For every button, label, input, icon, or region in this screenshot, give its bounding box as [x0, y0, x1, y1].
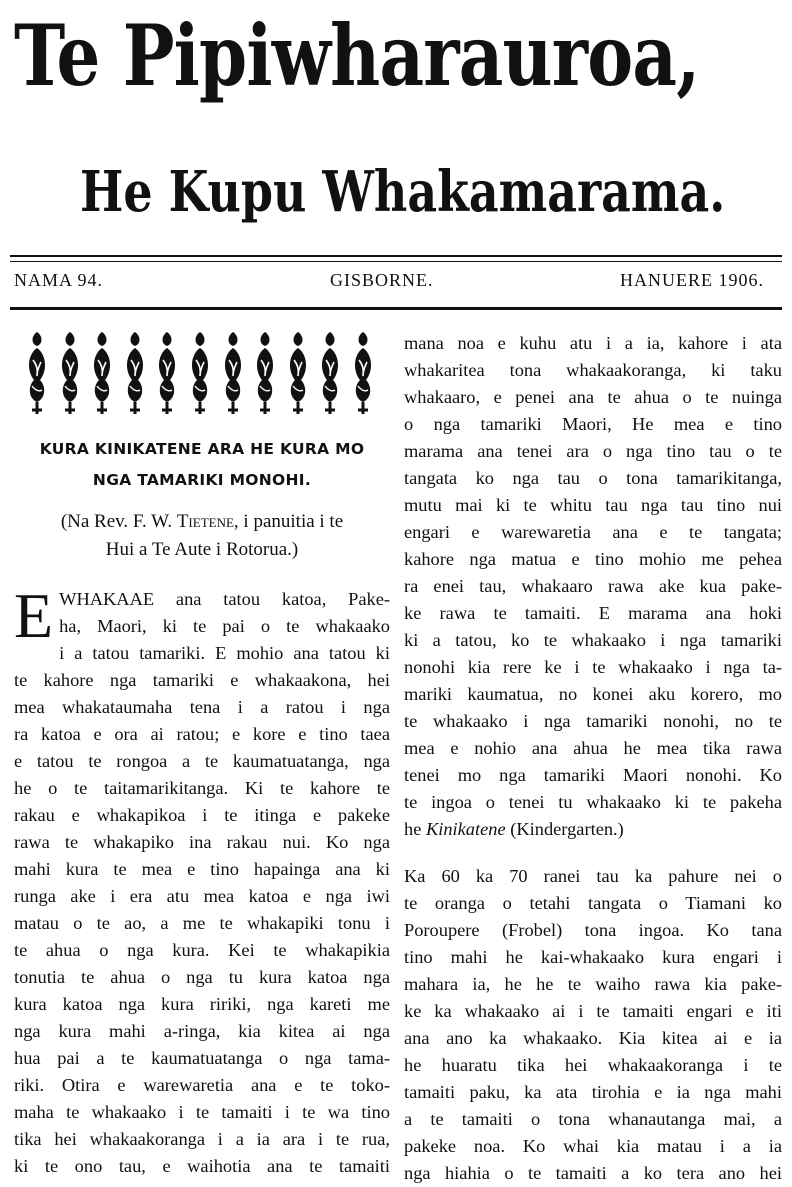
article-title-line: NGA TAMARIKI MONOHI.	[92, 471, 312, 489]
paragraph-line: mutu mai ki te whitu tau nga tau tino nui	[404, 495, 782, 515]
article-paragraph	[14, 580, 390, 1180]
paragraph-line: he o te taitamarikitanga. Ki te kahore te	[14, 778, 390, 798]
paragraph-line: mea e nohio ana ahua he mea tika rawa	[404, 738, 782, 758]
paragraph-line: tenei mo nga tamariki Maori nonohi. Ko	[404, 765, 782, 785]
paragraph-line	[404, 816, 782, 843]
article-paragraph	[404, 330, 782, 843]
fern-ornament-icon	[22, 330, 52, 416]
paragraph-line: i a tatou tamariki. E mohio ana tatou ki	[59, 643, 390, 663]
paragraph-line: a te tamaiti o tona whanautanga mai, a	[404, 1109, 782, 1129]
issue-number: NAMA 94.	[14, 270, 104, 290]
paragraph-line: kura katoa nga kura ririki, nga kareti me	[14, 994, 390, 1014]
paragraph-line: tangata ko nga tau o tona tamarikitanga,	[404, 468, 782, 488]
paragraph-line: Ka 60 ka 70 ranei tau ka pahure nei o	[404, 866, 782, 886]
paragraph-line: WHAKAAE ana tatou katoa, Pake-	[59, 589, 390, 609]
paragraph-line: mana noa e kuhu atu i a ia, kahore i ata	[404, 333, 782, 353]
left-column	[14, 330, 390, 1180]
newspaper-title: Te Pipiwharauroa,	[14, 6, 700, 105]
paragraph-line: ana ano ka whakaako. Kia kitea ai e ia	[404, 1028, 782, 1048]
byline-line: Hui a Te Aute i Rotorua.)	[105, 539, 299, 560]
paragraph-lines	[14, 580, 390, 1180]
paragraph-line: e tatou te rongoa a te kaumatuatanga, nga	[14, 751, 390, 771]
fern-ornament-icon	[283, 330, 313, 416]
paragraph-line: te kahore nga tamariki e whakaakona, hei	[14, 670, 390, 690]
paragraph-line: marama ana tenei ara o nga tino tau o te	[404, 441, 782, 461]
paragraph-line: runga ake i era atu mea katoa e nga iwi	[14, 886, 390, 906]
paragraph-line: maha te whakaako i te tamaiti i te wa tino	[14, 1102, 390, 1122]
paragraph-lines	[404, 863, 782, 1187]
fern-ornament-icon	[55, 330, 85, 416]
fern-ornament-row	[22, 330, 378, 416]
text-run: he	[404, 819, 426, 839]
byline-line: (Na Rev. F. W. Tietene, i panuitia i te	[60, 511, 344, 532]
paragraph-line: kahore nga matua e tino mohio me pehea	[404, 549, 782, 569]
paragraph-line: riki. Otira e warewaretia ana e te toko-	[14, 1075, 390, 1095]
paragraph-line: rakau e whakapikoa i te itinga e pakeke	[14, 805, 390, 825]
top-rule	[10, 255, 782, 257]
article-paragraph	[404, 863, 782, 1187]
paragraph-line: ra enei tau, whakaaro rawa ake kua pake-	[404, 576, 782, 596]
kindergarten-term: Kinikatene	[425, 819, 506, 839]
paragraph-line: whakaritea tona whakaakoranga, ki taku	[404, 360, 782, 380]
paragraph-line: nga hiahia o te tamaiti a ko tera ano hei	[404, 1163, 782, 1183]
fern-ornament-icon	[120, 330, 150, 416]
issue-date: HANUERE 1906.	[620, 270, 764, 290]
paragraph-line: pakeke noa. Ko whai kia matau i a ia	[404, 1136, 782, 1156]
paragraph-line: ha, Maori, ki te pai o te whakaako	[59, 616, 390, 636]
paragraph-line: matau o te ao, a me te whakapiki tonu i	[14, 913, 390, 933]
paragraph-line: o nga tamariki Maori, He mea e tino	[404, 414, 782, 434]
bottom-rule	[10, 307, 782, 310]
paragraph-line: mahara ia, he he te waiho rawa kia pake-	[404, 974, 782, 994]
paragraph-line: mea whakataumaha tena i a ratou i nga	[14, 697, 390, 717]
fern-ornament-icon	[218, 330, 248, 416]
paragraph-line: Poroupere (Frobel) tona ingoa. Ko tana	[404, 920, 782, 940]
drop-cap: E	[14, 580, 54, 651]
paragraph-line: ki te ono tau, e waihotia ana te tamaiti	[14, 1156, 390, 1176]
paragraph-line: te ahua o nga kura. Kei te whakapikia	[14, 940, 390, 960]
article-title-line: KURA KINIKATENE ARA HE KURA MO	[39, 440, 365, 458]
text-run: (Kindergarten.)	[505, 819, 624, 839]
paragraph-line: tino mahi he kai-whakaako kura engari i	[404, 947, 782, 967]
issue-info-bar	[14, 268, 764, 298]
fern-ornament-icon	[185, 330, 215, 416]
publication-place: GISBORNE.	[330, 270, 434, 290]
paragraph-line: tamaiti paku, ka ata tirohia e ia nga mahi	[404, 1082, 782, 1102]
paragraph-line: whakaaro, e penei ana te ahua o te nuinga	[404, 387, 782, 407]
article-byline	[14, 508, 390, 564]
paragraph-line: engari e warewaretia ana e te tangata;	[404, 522, 782, 542]
paragraph-line: ke rawa te tamaiti. E marama ana hoki	[404, 603, 782, 623]
paragraph-line: ke ka whakaako ai i te tamaiti engari e iti	[404, 1001, 782, 1021]
paragraph-line: he huaratu tika hei whakaakoranga i te	[404, 1055, 782, 1075]
paragraph-line: ki a tatou, ko te whakaako i nga tamariki	[404, 630, 782, 650]
right-column	[404, 330, 782, 1187]
paragraph-line: hua pai a te kaumatuatanga o nga tama-	[14, 1048, 390, 1068]
fern-ornament-icon	[87, 330, 117, 416]
paragraph-line: te whakaako i nga tamariki nonohi, no te	[404, 711, 782, 731]
fern-ornament-icon	[315, 330, 345, 416]
paragraph-line: nonohi kia rere ke i te whakaako i nga ta-	[404, 657, 782, 677]
paragraph-line: tika hei whakaakoranga i a ia ara i te rua,	[14, 1129, 390, 1149]
article-title	[14, 434, 390, 496]
paragraph-line: te ingoa o tenei tu whakaako ki te pakeha	[404, 792, 782, 812]
paragraph-line: tonutia te ahua o nga tu kura katoa nga	[14, 967, 390, 987]
fern-ornament-icon	[348, 330, 378, 416]
fern-ornament-icon	[250, 330, 280, 416]
paragraph-line: mahi kura te mea e tino hapainga ana ki	[14, 859, 390, 879]
fern-ornament-icon	[152, 330, 182, 416]
paragraph-line: ra katoa e ora ai ratou; e kore e tino taea	[14, 724, 390, 744]
newspaper-subtitle: He Kupu Whakamarama.	[80, 159, 726, 225]
top-rule-thin	[10, 261, 782, 262]
paragraph-line: nga kura mahi a-ringa, kia kitea ai nga	[14, 1021, 390, 1041]
paragraph-lines	[404, 330, 782, 816]
author-name: Tietene	[176, 511, 234, 532]
paragraph-line: te oranga o tetahi tangata o Tiamani ko	[404, 893, 782, 913]
paragraph-line: rawa te whakapiko ina rakau nui. Ko nga	[14, 832, 390, 852]
paragraph-line: mariki kaumatua, no konei aku korero, mo	[404, 684, 782, 704]
